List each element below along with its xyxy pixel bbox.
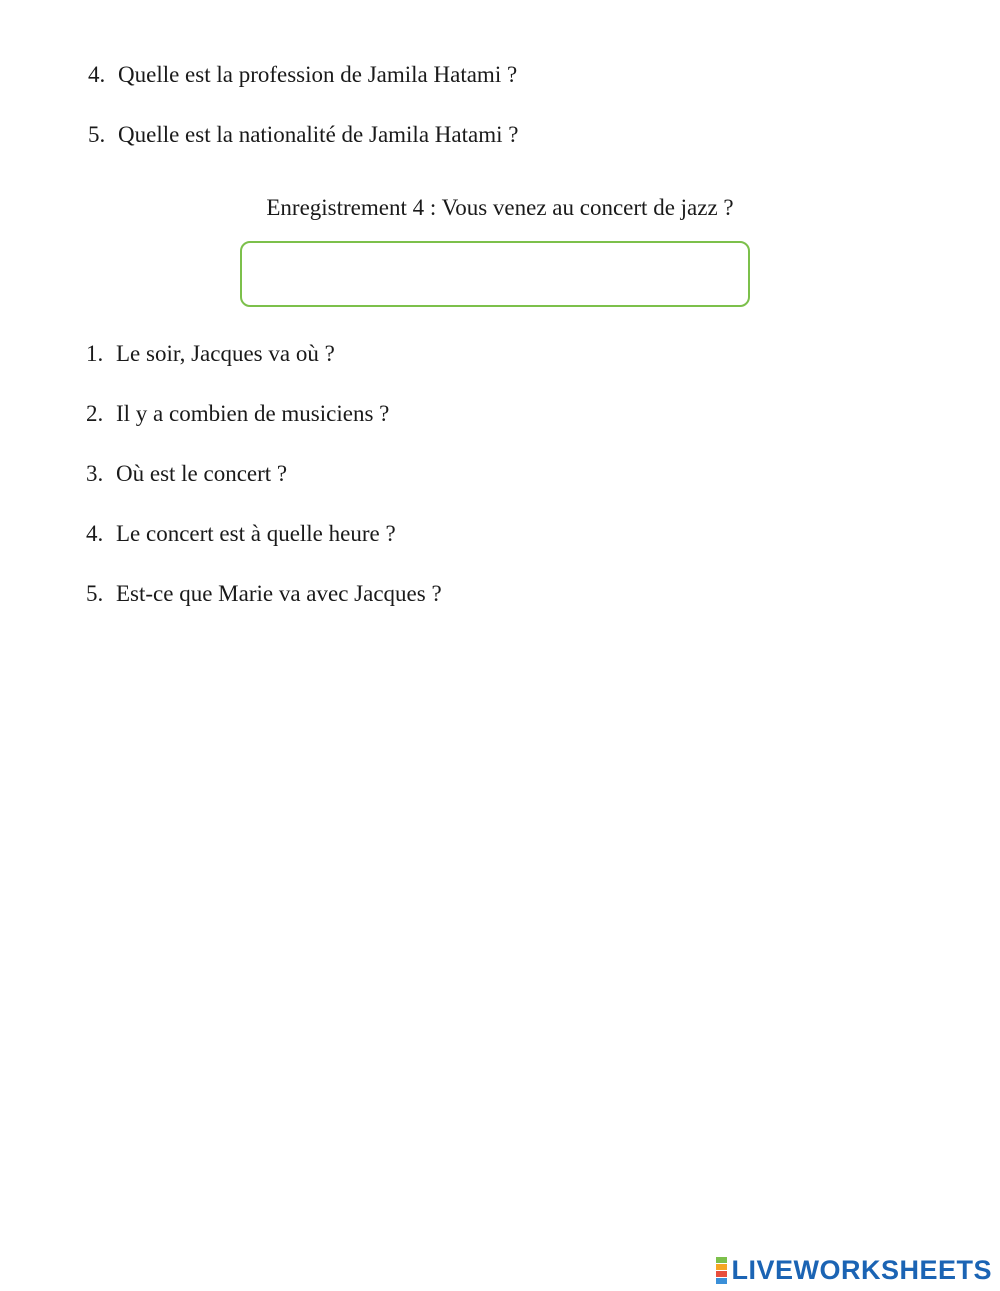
question-text: Il y a combien de musiciens ?	[116, 401, 390, 426]
question-item	[86, 580, 442, 608]
question-item	[88, 121, 518, 149]
logo-text: LIVEWORKSHEETS	[731, 1255, 992, 1285]
question-text: Quelle est la nationalité de Jamila Hatami ?	[118, 122, 519, 147]
question-number: 4.	[88, 62, 106, 87]
question-number: 3.	[86, 461, 104, 486]
question-text: Le concert est à quelle heure ?	[116, 521, 396, 546]
question-text: Le soir, Jacques va où ?	[116, 341, 335, 366]
question-number: 5.	[88, 122, 106, 147]
question-item	[88, 61, 517, 89]
question-item	[86, 460, 287, 488]
question-number: 4.	[86, 521, 104, 546]
question-item	[86, 400, 389, 428]
question-text: Quelle est la profession de Jamila Hatami ?	[118, 62, 518, 87]
question-number: 2.	[86, 401, 104, 426]
question-number: 1.	[86, 341, 104, 366]
logo-tiles-icon	[716, 1257, 727, 1284]
question-text: Est-ce que Marie va avec Jacques ?	[116, 581, 442, 606]
question-item	[86, 340, 335, 368]
recording-heading: Enregistrement 4 : Vous venez au concert de jazz ?	[266, 195, 734, 220]
question-item	[86, 520, 396, 548]
liveworksheets-logo	[716, 1254, 992, 1286]
question-text: Où est le concert ?	[116, 461, 288, 486]
answer-input-box[interactable]	[240, 241, 750, 307]
question-number: 5.	[86, 581, 104, 606]
